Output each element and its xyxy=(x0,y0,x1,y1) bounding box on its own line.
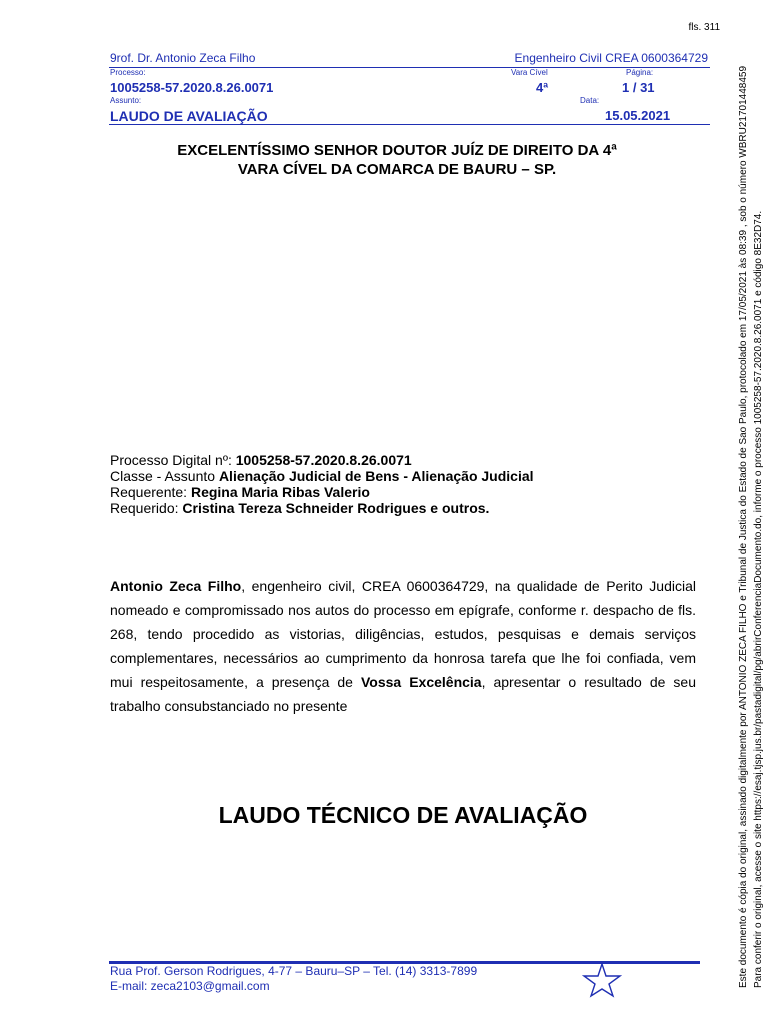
pagina-label: Página: xyxy=(626,68,654,77)
pagina-value: 1 / 31 xyxy=(622,80,655,95)
assunto-label: Assunto: xyxy=(110,96,142,105)
header-author: 9rof. Dr. Antonio Zeca Filho xyxy=(110,51,256,65)
case-requerente xyxy=(110,484,534,500)
addressee-line-2: VARA CÍVEL DA COMARCA DE BAURU – SP. xyxy=(237,161,557,178)
case-processo-label: Processo Digital nº: xyxy=(110,452,236,468)
body-excelencia: Vossa Excelência xyxy=(360,674,482,690)
footer-address: Rua Prof. Gerson Rodrigues, 4-77 – Bauru–SP – Tel. (14) 3313-7899 xyxy=(110,964,478,978)
page-reference: fls. 311 xyxy=(688,22,720,33)
header-rule-bottom xyxy=(109,124,710,125)
footer xyxy=(110,964,477,994)
case-processo xyxy=(110,452,534,468)
body-name: Antonio Zeca Filho xyxy=(110,578,242,594)
processo-label: Processo: xyxy=(110,68,146,77)
digital-signature-note xyxy=(734,8,764,1018)
vara-label: Vara Cível xyxy=(511,68,548,77)
case-info xyxy=(110,452,534,516)
case-classe-label: Classe - Assunto xyxy=(110,468,219,484)
header-crea: Engenheiro Civil CREA 0600364729 xyxy=(514,51,708,65)
footer-email: E-mail: zeca2103@gmail.com xyxy=(110,979,270,993)
case-requerente-label: Requerente: xyxy=(110,484,191,500)
processo-value: 1005258-57.2020.8.26.0071 xyxy=(110,80,274,95)
side-note-line-2: Para conferir o original, acesse o site https://esaj.tjsp.jus.br/pastadigital/pg/abrirConferenciaDocumento.do, informe o processo 1005258-57.2020.8.26.0071 e código 8E32D74. xyxy=(753,210,764,988)
case-classe xyxy=(110,468,534,484)
header-rule-top xyxy=(109,67,710,68)
addressee xyxy=(137,141,657,179)
report-title: LAUDO TÉCNICO DE AVALIAÇÃO xyxy=(218,802,588,828)
data-value: 15.05.2021 xyxy=(605,108,671,123)
data-label: Data: xyxy=(580,96,600,105)
case-requerente-value: Regina Maria Ribas Valerio xyxy=(190,484,370,500)
side-note-text xyxy=(736,66,764,988)
assunto-value: LAUDO DE AVALIAÇÃO xyxy=(110,108,268,124)
addressee-line-1: EXCELENTÍSSIMO SENHOR DOUTOR JUÍZ DE DIREITO DA 4ª xyxy=(177,142,617,159)
body-paragraph xyxy=(110,574,696,718)
body-text-1: , engenheiro civil, CREA 0600364729, na qualidade de Perito Judicial nomeado e compromissado nos autos do processo em epígrafe, conforme r. despacho de fls. 268, tendo procedido as vistorias, diligências, estudos, pesquisas e demais serviços complementares, necessários ao cumprimento da honrosa tarefa que lhe foi confiada, vem mui respeitosamente, a presença de xyxy=(110,578,696,690)
case-processo-value: 1005258-57.2020.8.26.0071 xyxy=(235,452,412,468)
case-requerido-value: Cristina Tereza Schneider Rodrigues e outros. xyxy=(182,500,490,516)
body-text-2: , apresentar o resultado de seu trabalho consubstanciado no presente xyxy=(110,674,696,714)
star-logo-icon xyxy=(582,962,622,998)
case-requerido-label: Requerido: xyxy=(110,500,183,516)
side-note-line-1: Este documento é cópia do original, assinado digitalmente por ANTONIO ZECA FILHO e Tribunal de Justica do Estado de Sao Paulo, protocolado em 17/05/2021 às 08:39 , sob o número WBRU21701448459 xyxy=(738,65,749,988)
case-requerido xyxy=(110,500,534,516)
vara-value: 4ª xyxy=(536,80,549,95)
case-classe-value: Alienação Judicial de Bens - Alienação Judicial xyxy=(218,468,534,484)
